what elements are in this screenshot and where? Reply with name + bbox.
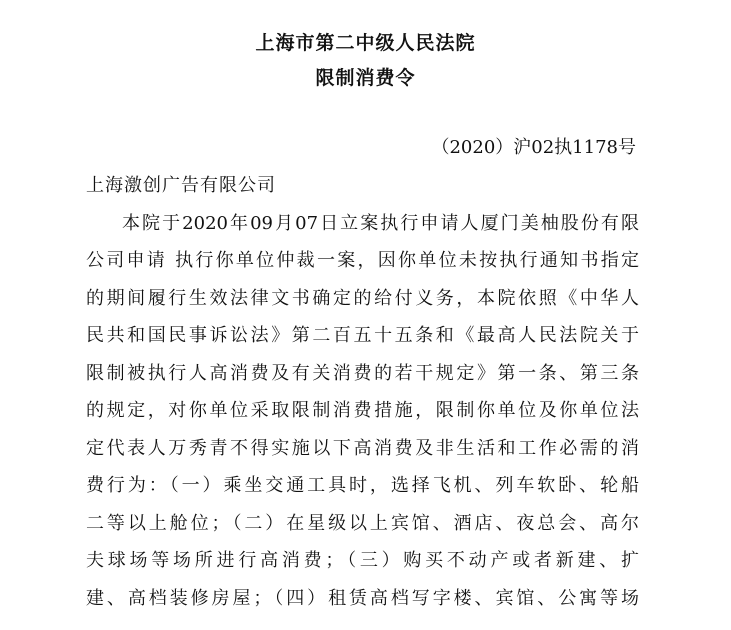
body-line: 的规定，对你单位采取限制消费措施，限制你单位及你单位法: [86, 400, 639, 421]
body-line: 二等以上舱位；（二）在星级以上宾馆、酒店、夜总会、高尔: [86, 513, 639, 534]
body-line: 夫球场等场所进行高消费；（三）购买不动产或者新建、扩: [86, 550, 639, 571]
case-number: （2020）沪02执1178号: [431, 137, 636, 158]
body-line: 费行为：（一）乘坐交通工具时，选择飞机、列车软卧、轮船: [86, 475, 639, 496]
document-type-title: 限制消费令: [315, 67, 416, 89]
body-line: 公司申请 执行你单位仲裁一案，因你单位未按执行通知书指定: [86, 250, 639, 271]
body-line: 定代表人万秀青不得实施以下高消费及非生活和工作必需的消: [86, 438, 639, 459]
body-line: 建、高档装修房屋；（四）租赁高档写字楼、宾馆、公寓等场: [86, 588, 639, 609]
court-name: 上海市第二中级人民法院: [255, 32, 476, 54]
body-line: 限制被执行人高消费及有关消费的若干规定》第一条、第三条: [86, 363, 639, 384]
body-line: 本院于2020年09月07日立案执行申请人厦门美柚股份有限: [122, 213, 639, 234]
body-line: 的期间履行生效法律文书确定的给付义务，本院依照《中华人: [86, 288, 639, 309]
addressee: 上海激创广告有限公司: [86, 175, 276, 196]
body-line: 民共和国民事诉讼法》第二百五十五条和《最高人民法院关于: [86, 325, 639, 346]
